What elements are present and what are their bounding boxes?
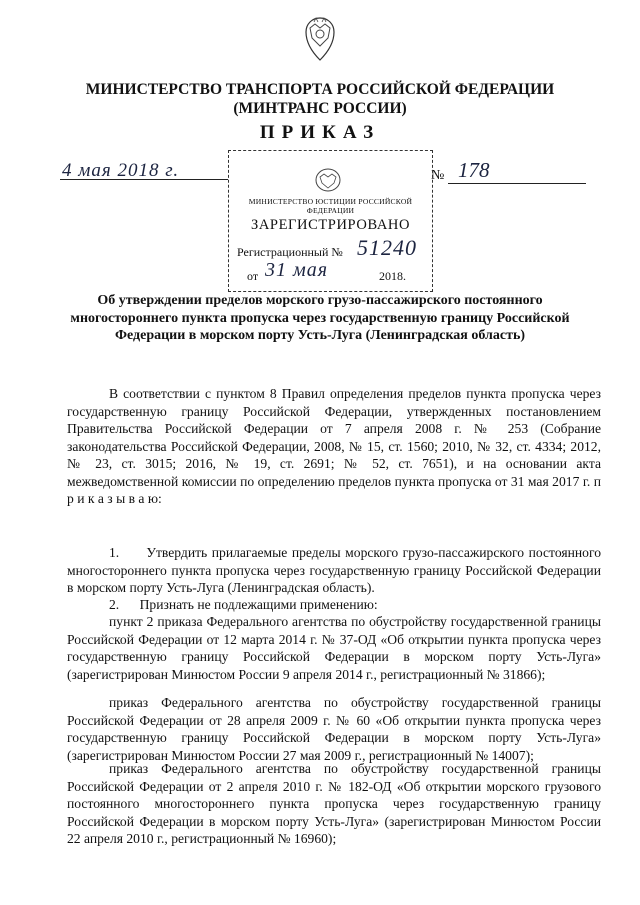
date-underline [60,178,228,180]
order-number-handwritten: 178 [458,158,490,182]
stamp-date-handwritten: 31 мая [265,259,329,281]
document-type: ПРИКАЗ [259,122,381,143]
preamble-text: В соответствии с пунктом 8 Правил определения пределов пункта пропуска через государственную границу Российской Федерации, утвержденных постановлением Правительства Российской Федерации от 7 апреля 2008 г. № 253 (Собрание законодательства Российской Федерации, 2008, № 15, ст. 1560; 2010, № 32, ст. 4334; 2012, № 23, ст. 3015; 2016, № 19, ст. 2691; № 52, ст. 7651), и на основании акта межведомственной комиссии по определению пределов пункта пропуска от 31 мая 2017 г. п р и к а з ы в а ю: [67,386,601,506]
stamp-emblem-icon [311,167,345,193]
item-2-paragraph [67,596,601,614]
order-date-handwritten: 4 мая 2018 г. [62,160,180,181]
item-1-text: 1. Утвердить прилагаемые пределы морского грузо-пассажирского постоянного многостороннего пункта пропуска через государственную границу Российской Федерации в морском порту Усть-Луга (Ленинградская область). [67,545,601,595]
coat-of-arms-emblem [298,14,342,64]
stamp-reg-number: 51240 [357,235,417,260]
preamble-paragraph [67,385,601,508]
subitem-2-paragraph [67,694,601,764]
stamp-date-prefix: от [247,269,259,283]
subitem-2-text: приказ Федерального агентства по обустройству государственной границы Российской Федерации от 28 апреля 2009 г. № 60 «Об открытии пункта пропуска через государственную границу Российской Федерации в морском порту Усть-Луга» (зарегистрирован Минюстом России 27 мая 2009 г., регистрационный № 14007); [67,695,601,763]
number-underline [448,183,586,184]
subitem-3-text: приказ Федерального агентства по обустройству государственной границы Российской Федерации от 2 апреля 2010 г. № 182-ОД «Об открытии морского грузового постоянного многостороннего пункта пропуска через государственную границу Российской Федерации в морском порту Усть-Луга» (зарегистрирован Минюстом России 22 апреля 2010 г., регистрационный № 16960); [67,761,601,846]
ministry-name: МИНИСТЕРСТВО ТРАНСПОРТА РОССИЙСКОЙ ФЕДЕРАЦИИ [85,81,555,98]
stamp-date-year: 2018. [379,269,406,283]
document-subject: Об утверждении пределов морского грузо-пассажирского постоянного многостороннего пункта пропуска через государственную границу Российской Федерации в морском порту Усть-Луга (Ленинградская область) [70,293,570,343]
stamp-organization: МИНИСТЕРСТВО ЮСТИЦИИ РОССИЙСКОЙ ФЕДЕРАЦИИ [248,197,413,215]
stamp-reg-label: Регистрационный № [237,245,343,259]
registration-stamp [228,150,433,292]
stamp-status: ЗАРЕГИСТРИРОВАНО [250,217,411,233]
subitem-1-paragraph [67,613,601,683]
order-number-label: № [431,168,445,183]
item-2-text: 2. Признать не подлежащими применению: [109,597,378,612]
ministry-short-name: (МИНТРАНС РОССИИ) [233,100,407,117]
subitem-3-paragraph [67,760,601,848]
subitem-1-text: пункт 2 приказа Федерального агентства по обустройству государственной границы Российской Федерации от 12 марта 2014 г. № 37-ОД «Об открытии пункта пропуска через государственную границу Российской Федерации в морском порту Усть-Луга» (зарегистрирован Минюстом России 9 апреля 2014 г., регистрационный № 31866); [67,614,601,682]
ministry-header [0,80,640,118]
item-1-paragraph [67,544,601,597]
